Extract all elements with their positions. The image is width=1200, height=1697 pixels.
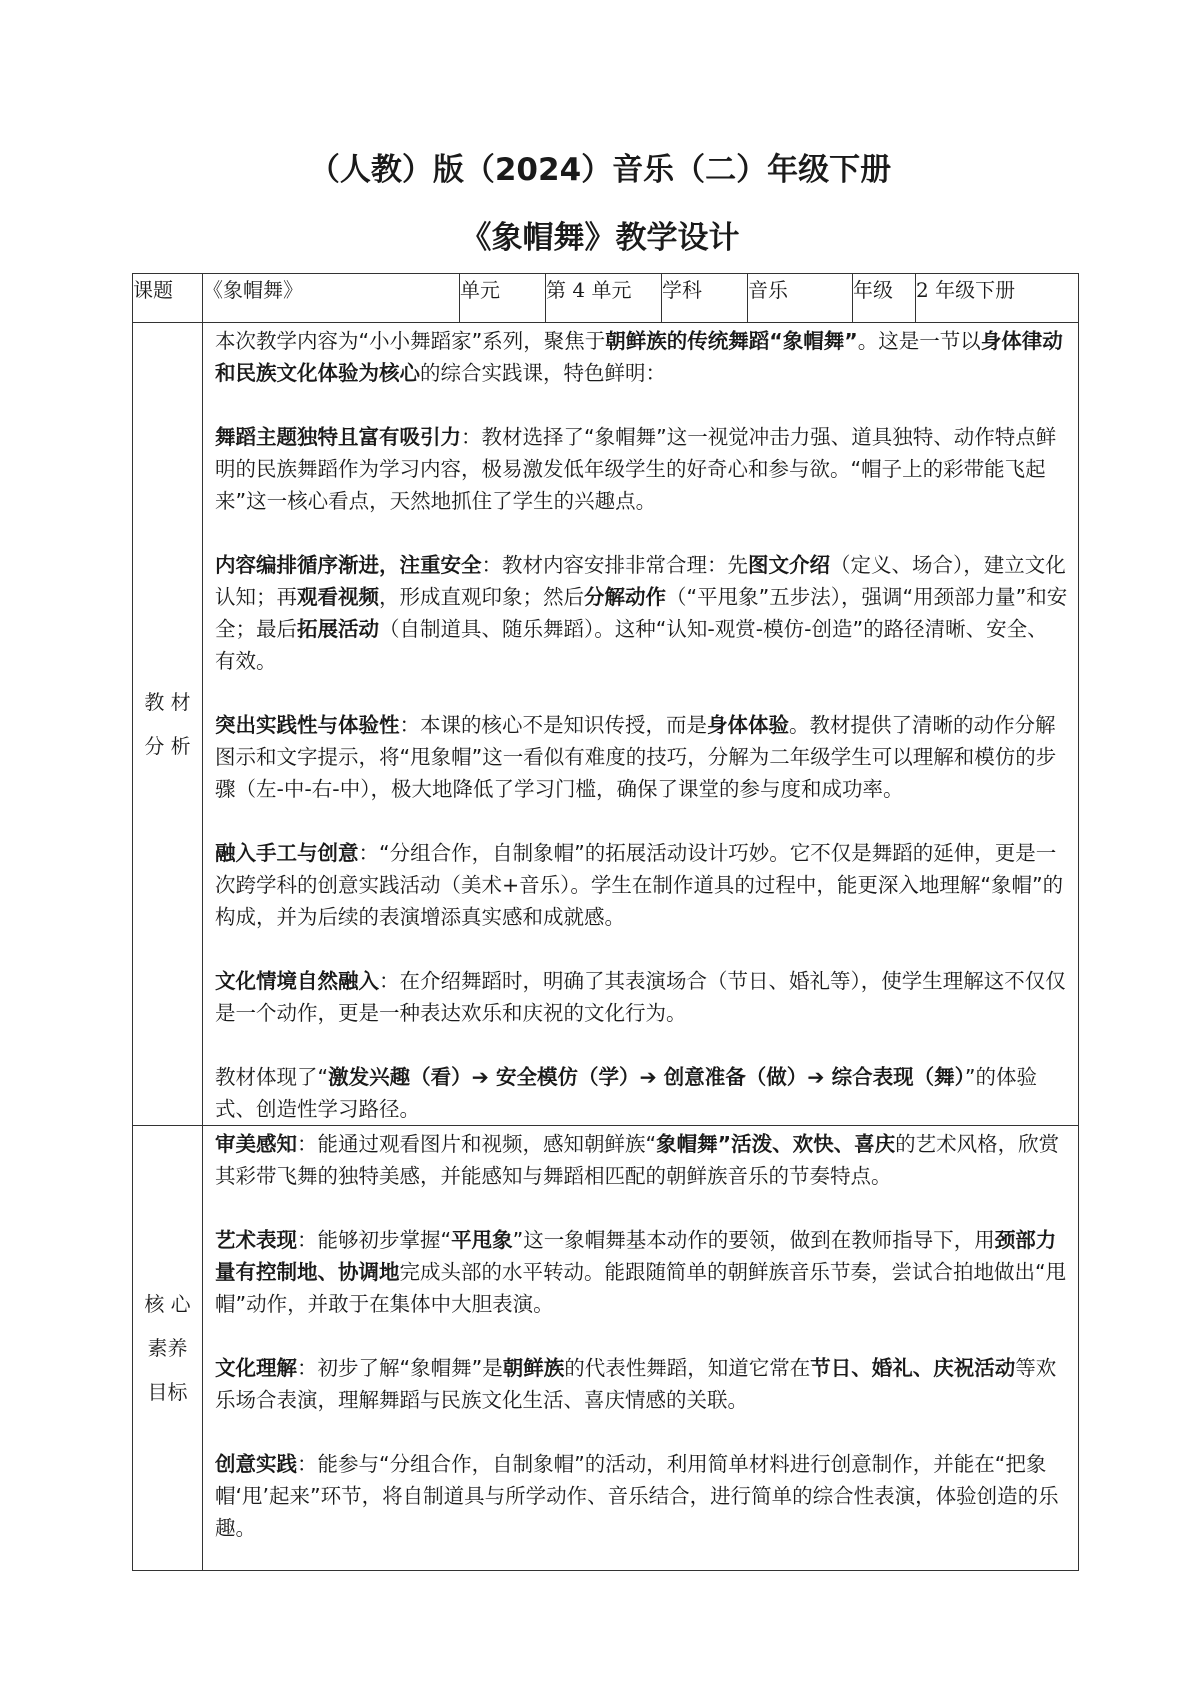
topic-value: 《象帽舞》 — [203, 274, 460, 323]
goal-culture: 文化理解：初步了解“象帽舞”是朝鲜族的代表性舞蹈，知道它常在节日、婚礼、庆祝活动等欢乐场合表演，理解舞蹈与民族文化生活、喜庆情感的关联。 — [215, 1356, 1057, 1412]
analysis-point-craft: 融入手工与创意：“分组合作，自制象帽”的拓展活动设计巧妙。它不仅是舞蹈的延伸，更是一次跨学科的创意实践活动（美术+音乐）。学生在制作道具的过程中，能更深入地理解“象帽”的构成，并为后续的表演增添真实感和成就感。 — [215, 841, 1064, 929]
analysis-point-practice: 突出实践性与体验性：本课的核心不是知识传授，而是身体体验。教材提供了清晰的动作分解图示和文字提示，将“甩象帽”这一看似有难度的技巧，分解为二年级学生可以理解和模仿的步骤（左-中-右-中），极大地降低了学习门槛，确保了课堂的参与度和成功率。 — [215, 713, 1057, 801]
goals-label: 核 心 素养 目标 — [133, 1126, 203, 1571]
analysis-intro: 本次教学内容为“小小舞蹈家”系列，聚焦于朝鲜族的传统舞蹈“象帽舞”。这是一节以身体律动和民族文化体验为核心的综合实践课，特色鲜明： — [215, 329, 1063, 385]
analysis-row — [133, 323, 1079, 1126]
analysis-summary: 教材体现了“激发兴趣（看）➔ 安全模仿（学）➔ 创意准备（做）➔ 综合表现（舞）”的体验式、创造性学习路径。 — [215, 1065, 1037, 1121]
analysis-point-culture: 文化情境自然融入：在介绍舞蹈时，明确了其表演场合（节日、婚礼等），使学生理解这不仅仅是一个动作，更是一种表达欢乐和庆祝的文化行为。 — [215, 969, 1066, 1025]
subject-value: 音乐 — [748, 274, 853, 323]
goal-creativity: 创意实践：能参与“分组合作，自制象帽”的活动，利用简单材料进行创意制作，并能在“把象帽‘甩’起来”环节，将自制道具与所学动作、音乐结合，进行简单的综合性表演，体验创造的乐趣。 — [215, 1452, 1059, 1540]
analysis-content — [203, 323, 1079, 1126]
unit-label: 单元 — [460, 274, 546, 323]
analysis-label: 教 材 分 析 — [133, 323, 203, 1126]
document-subtitle: 《象帽舞》教学设计 — [460, 220, 740, 256]
goals-content — [203, 1126, 1079, 1571]
lesson-plan-table — [132, 273, 1079, 1571]
grade-label: 年级 — [853, 274, 916, 323]
header-row — [133, 274, 1079, 323]
subject-label: 学科 — [662, 274, 748, 323]
analysis-point-sequence: 内容编排循序渐进，注重安全：教材内容安排非常合理：先图文介绍（定义、场合），建立文化认知；再观看视频，形成直观印象；然后分解动作（“平甩象”五步法），强调“用颈部力量”和安全；最后拓展活动（自制道具、随乐舞蹈）。这种“认知-观赏-模仿-创造”的路径清晰、安全、有效。 — [215, 553, 1068, 673]
topic-label: 课题 — [133, 274, 203, 323]
goals-row — [133, 1126, 1079, 1571]
goal-aesthetic: 审美感知：能通过观看图片和视频，感知朝鲜族“象帽舞”活泼、欢快、喜庆的艺术风格，欣赏其彩带飞舞的独特美感，并能感知与舞蹈相匹配的朝鲜族音乐的节奏特点。 — [215, 1132, 1060, 1188]
unit-value: 第 4 单元 — [546, 274, 662, 323]
goal-expression: 艺术表现：能够初步掌握“平甩象”这一象帽舞基本动作的要领，做到在教师指导下，用颈部力量有控制地、协调地完成头部的水平转动。能跟随简单的朝鲜族音乐节奏，尝试合拍地做出“甩帽”动作，并敢于在集体中大胆表演。 — [215, 1228, 1067, 1316]
grade-value: 2 年级下册 — [916, 274, 1079, 323]
analysis-point-theme: 舞蹈主题独特且富有吸引力：教材选择了“象帽舞”这一视觉冲击力强、道具独特、动作特点鲜明的民族舞蹈作为学习内容，极易激发低年级学生的好奇心和参与欲。“帽子上的彩带能飞起来”这一核心看点，天然地抓住了学生的兴趣点。 — [215, 425, 1057, 513]
document-title: （人教）版（2024）音乐（二）年级下册 — [308, 152, 892, 188]
